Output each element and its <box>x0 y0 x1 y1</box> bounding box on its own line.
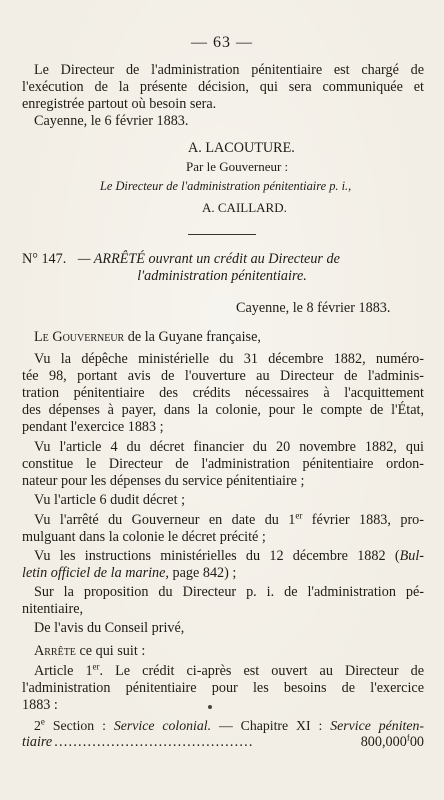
text-line <box>34 584 424 601</box>
text-fragment: 00 <box>409 734 424 750</box>
text-line <box>22 79 424 96</box>
text-line: Vu l'article 6 dudit décret ; <box>34 492 186 508</box>
paragraph-line: Sur la proposition du Directeur p. i. de l'administration pé- <box>34 584 424 600</box>
arrete-title-cont: l'administration pénitentiaire. <box>137 268 307 284</box>
text-fragment: 800,000 <box>360 734 407 750</box>
text-fragment: Article 1 <box>34 663 93 679</box>
text-line <box>34 663 424 680</box>
text-fragment: Vu les instructions ministérielles du 12 décembre 1882 ( <box>34 548 400 564</box>
superscript: er <box>92 661 100 672</box>
paragraph-line: enregistrée partout où besoin sera. <box>22 96 217 112</box>
superscript: er <box>295 510 303 521</box>
arrete-number: N° 147. <box>22 251 67 267</box>
governor-line <box>34 329 436 346</box>
text-line <box>22 456 424 473</box>
superscript: e <box>40 716 45 727</box>
paragraph-line <box>34 512 424 529</box>
text-line <box>22 565 424 582</box>
by-governor: Par le Gouverneur : <box>186 159 289 174</box>
text-fragment: Bul- <box>399 548 424 564</box>
arrete-clause <box>34 643 436 660</box>
leader-dots: .......................................... <box>54 734 254 750</box>
paragraph-line: tée 98, portant avis de l'ouverture au Directeur de l'adminis- <box>22 368 424 384</box>
text-line: nateur pour les dépenses du service pénitentiaire ; <box>22 473 305 489</box>
text-fragment: ce qui suit : <box>75 643 146 659</box>
text-fragment: Section : <box>44 718 114 733</box>
place-date: Cayenne, le 6 février 1883. <box>34 113 189 129</box>
text-line: 1883 : <box>22 697 58 713</box>
text-line <box>34 439 424 456</box>
paragraph-line: l'administration pénitentiaire pour les besoins de l'exercice <box>22 680 424 696</box>
text-line <box>34 512 424 529</box>
paragraph-line: Vu l'article 4 du décret financier du 20 novembre 1882, qui <box>34 439 424 455</box>
section-divider <box>188 234 256 235</box>
text-line: pendant l'exercice 1883 ; <box>22 419 164 435</box>
governor-label: Le Gouverneur <box>34 329 125 345</box>
text-fragment: Service péniten- <box>330 718 424 733</box>
paragraph-line: des dépenses à payer, dans la colonie, pour le compte de l'État, <box>22 402 424 418</box>
governor-rest: de la Guyane française, <box>124 329 261 345</box>
director-title: Le Directeur de l'administration pénitentiaire p. i., <box>100 179 352 193</box>
text-fragment: Service colonial. <box>113 718 212 733</box>
text-line <box>22 402 424 419</box>
text-line <box>22 385 424 402</box>
page-number: — 63 — <box>191 34 253 51</box>
paragraph-line <box>34 717 424 734</box>
arrete-title: — ARRÊTÉ ouvrant un crédit au Directeur de <box>77 251 340 267</box>
arrete-label: Arrête <box>34 643 76 659</box>
text-line: mulguant dans la colonie le décret précité ; <box>22 529 266 545</box>
paragraph-line: Vu la dépêche ministérielle du 31 décembre 1882, numéro- <box>34 351 424 367</box>
text-fragment: tiaire <box>22 734 53 750</box>
text-line <box>22 368 424 385</box>
paragraph-line: constitue le Directeur de l'administration pénitentiaire ordon- <box>22 456 424 472</box>
paragraph-line <box>34 548 424 565</box>
amount <box>357 734 424 751</box>
arrete-heading <box>22 251 424 268</box>
text-fragment: . Le crédit ci-après est ouvert au Directeur de <box>99 663 425 679</box>
countersignatory: A. CAILLARD. <box>202 200 287 215</box>
text-line: nitentiaire, <box>22 601 84 617</box>
text-line <box>34 548 424 565</box>
superscript: f <box>406 734 410 743</box>
text-fragment: — Chapitre XI : <box>211 718 331 733</box>
paragraph-line: l'exécution de la présente décision, qui sera communiquée et <box>22 79 424 95</box>
text-line <box>34 717 424 734</box>
text-line <box>22 96 424 113</box>
paragraph-line <box>34 663 424 680</box>
text-fragment: 2 <box>34 718 41 733</box>
ornament-dot <box>208 705 212 709</box>
text-fragment: page 842) ; <box>168 565 237 581</box>
paragraph-line: Le Directeur de l'administration pénitentiaire est chargé de <box>34 62 424 78</box>
paragraph-line: tration pénitentiaire des crédits nécessaires à l'acquittement <box>22 385 424 401</box>
text-line: De l'avis du Conseil privé, <box>34 620 185 636</box>
signatory: A. LACOUTURE. <box>188 140 295 156</box>
text-line <box>22 62 424 79</box>
text-line <box>34 351 424 368</box>
text-fragment: letin officiel de la marine, <box>22 565 169 581</box>
text-line <box>22 680 424 697</box>
text-fragment: Vu l'arrêté du Gouverneur en date du 1 <box>34 512 296 528</box>
budget-line <box>22 734 424 751</box>
place-date: Cayenne, le 8 février 1883. <box>236 300 391 316</box>
text-fragment: février 1883, pro- <box>302 512 424 528</box>
